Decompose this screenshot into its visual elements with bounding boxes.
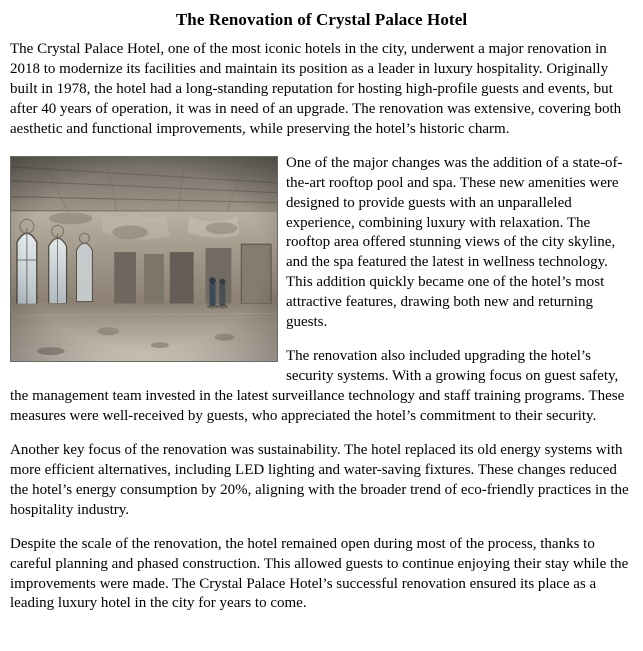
paragraph-rooftop-pool-spa: One of the major changes was the addition of a state-of-the-art rooftop pool and spa. These new amenities were designed to provide guests with an unparalleled experience, combining luxury with relaxation. The rooftop area offered stunning views of the city skyline, and the spa featured the latest in wellness technology. This addition quickly became one of the hotel’s most attractive features, drawing both new and returning guests. [286,154,623,331]
paragraph-open-during-renovation: Despite the scale of the renovation, the hotel remained open during most of the process, thanks to careful planning and phased construction. This allowed guests to continue enjoying their stay while the improvements were made. The Crystal Palace Hotel’s successful renovation ensured its place as a leading luxury hotel in the city for years to come. [10,535,629,612]
figure-and-text-block [10,154,633,441]
photo-illustration [11,157,277,361]
page-title: The Renovation of Crystal Palace Hotel [175,10,468,29]
paragraph-sustainability: Another key focus of the renovation was sustainability. The hotel replaced its old energy systems with more efficient alternatives, including LED lighting and water-saving fixtures. These changes reduced the hotel’s energy consumption by 20%, aligning with the broader trend of eco-friendly practices in the hospitality industry. [10,441,629,518]
paragraph-security-systems: The renovation also included upgrading the hotel’s security systems. With a growing focus on guest safety, the management team invested in the latest surveillance technology and staff training programs. These measures were well-received by guests, who appreciated the hotel’s commitment to their security. [10,348,625,424]
paragraph-intro: The Crystal Palace Hotel, one of the most iconic hotels in the city, underwent a major renovation in 2018 to modernize its facilities and maintain its position as a leader in luxury hospitality. Originally built in 1978, the hotel had a long-standing reputation for hosting high-profile guests and events, but after 40 years of operation, it was in need of an upgrade. The renovation was extensive, covering both aesthetic and functional improvements, while preserving the hotel’s historic charm. [10,41,622,137]
hotel-interior-photo [10,156,278,362]
